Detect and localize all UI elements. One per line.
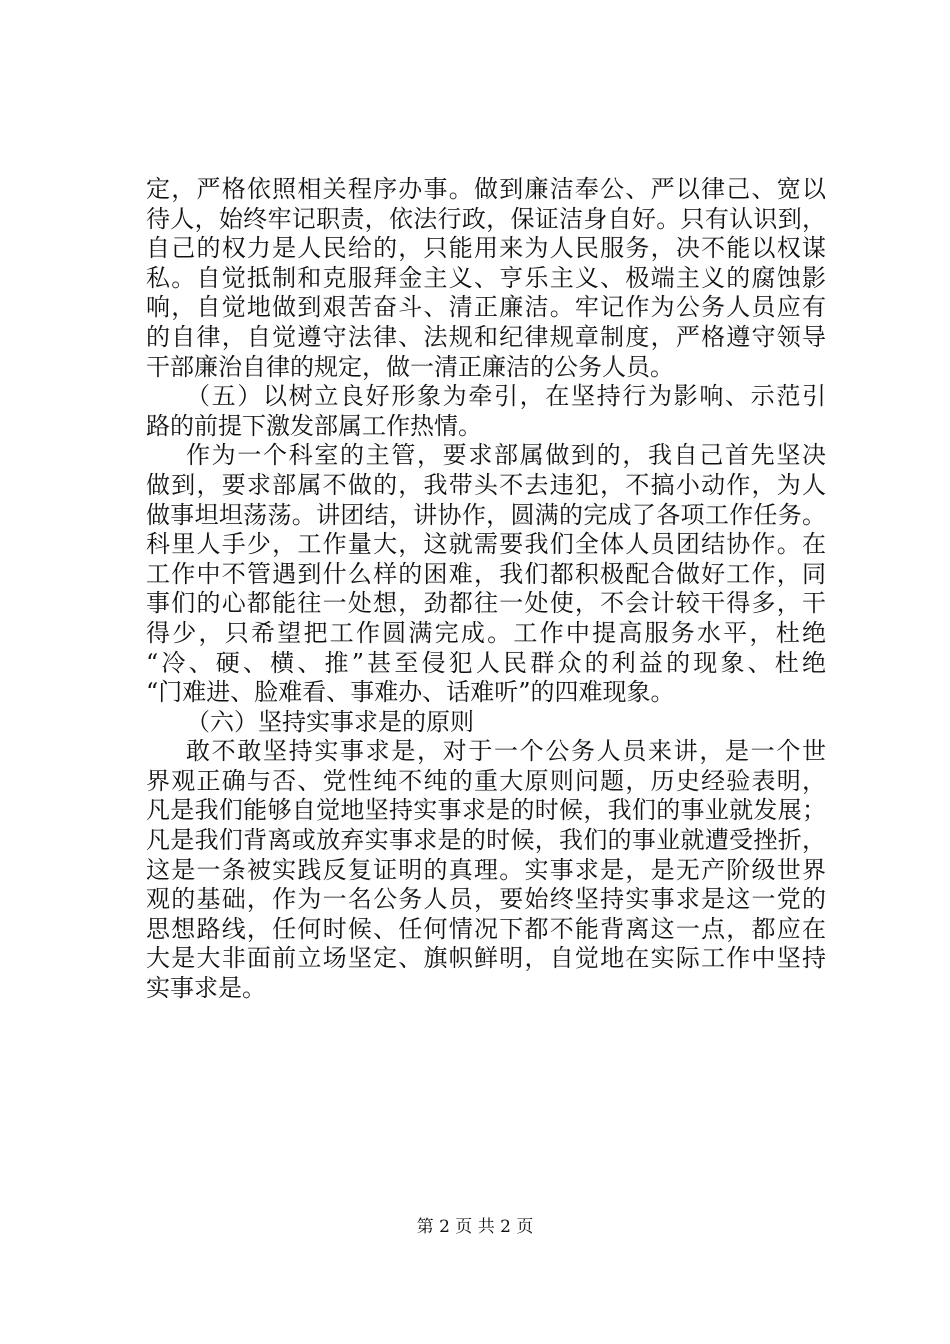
text-line: 凡是我们能够自觉地坚持实事求是的时候，我们的事业就发展； [146, 796, 826, 825]
text-line: 界观正确与否、党性纯不纯的重大原则问题，历史经验表明， [146, 766, 826, 795]
text-line: “门难进、脸难看、事难办、话难听”的四难现象。 [146, 678, 675, 707]
section-heading-6: （六）坚持实事求是的原则 [186, 707, 474, 736]
page-footer [0, 1217, 950, 1237]
text-line: 工作中不管遇到什么样的困难，我们都积极配合做好工作，同 [146, 559, 826, 588]
text-line: 得少，只希望把工作圆满完成。工作中提高服务水平，杜绝 [146, 618, 826, 647]
text-line: 这是一条被实践反复证明的真理。实事求是，是无产阶级世界 [146, 855, 826, 884]
text-line: 观的基础，作为一名公务人员，要始终坚持实事求是这一党的 [146, 885, 826, 914]
section-heading-5: （五）以树立良好形象为牵引，在坚持行为影响、示范引 [186, 382, 826, 411]
text-line: 定，严格依照相关程序办事。做到廉洁奉公、严以律己、宽以 [146, 175, 826, 203]
text-line: 待人，始终牢记职责，依法行政，保证洁身自好。只有认识到， [146, 204, 826, 233]
text-line: 路的前提下激发部属工作热情。 [146, 411, 482, 440]
text-line: 干部廉治自律的规定，做一清正廉洁的公务人员。 [146, 352, 674, 381]
text-line: “冷、硬、横、推”甚至侵犯人民群众的利益的现象、杜绝 [146, 648, 826, 677]
paragraph-start: 作为一个科室的主管，要求部属做到的，我自己首先坚决 [186, 441, 826, 470]
text-line: 私。自觉抵制和克服拜金主义、亨乐主义、极端主义的腐蚀影 [146, 263, 826, 292]
text-line: 自己的权力是人民给的，只能用来为人民服务，决不能以权谋 [146, 234, 826, 263]
text-line: 凡是我们背离或放弃实事求是的时候，我们的事业就遭受挫折， [146, 826, 826, 855]
text-line: 实事求是。 [146, 974, 266, 1003]
text-line: 响，自觉地做到艰苦奋斗、清正廉洁。牢记作为公务人员应有 [146, 293, 826, 322]
text-line: 做到，要求部属不做的，我带头不去违犯，不搞小动作，为人 [146, 470, 826, 499]
text-line: 做事坦坦荡荡。讲团结，讲协作，圆满的完成了各项工作任务。 [146, 500, 826, 529]
paragraph-start: 敢不敢坚持实事求是，对于一个公务人员来讲，是一个世 [186, 737, 826, 766]
text-line: 思想路线，任何时候、任何情况下都不能背离这一点，都应在 [146, 914, 826, 943]
text-line: 的自律，自觉遵守法律、法规和纪律规章制度，严格遵守领导 [146, 322, 826, 351]
document-body [146, 175, 826, 1004]
text-line: 大是大非面前立场坚定、旗帜鲜明，自觉地在实际工作中坚持 [146, 944, 826, 973]
page-number: 第 2 页 共 2 页 [416, 1217, 534, 1237]
text-line: 科里人手少，工作量大，这就需要我们全体人员团结协作。在 [146, 530, 826, 559]
text-line: 事们的心都能往一处想，劲都往一处使，不会计较干得多，干 [146, 589, 826, 618]
